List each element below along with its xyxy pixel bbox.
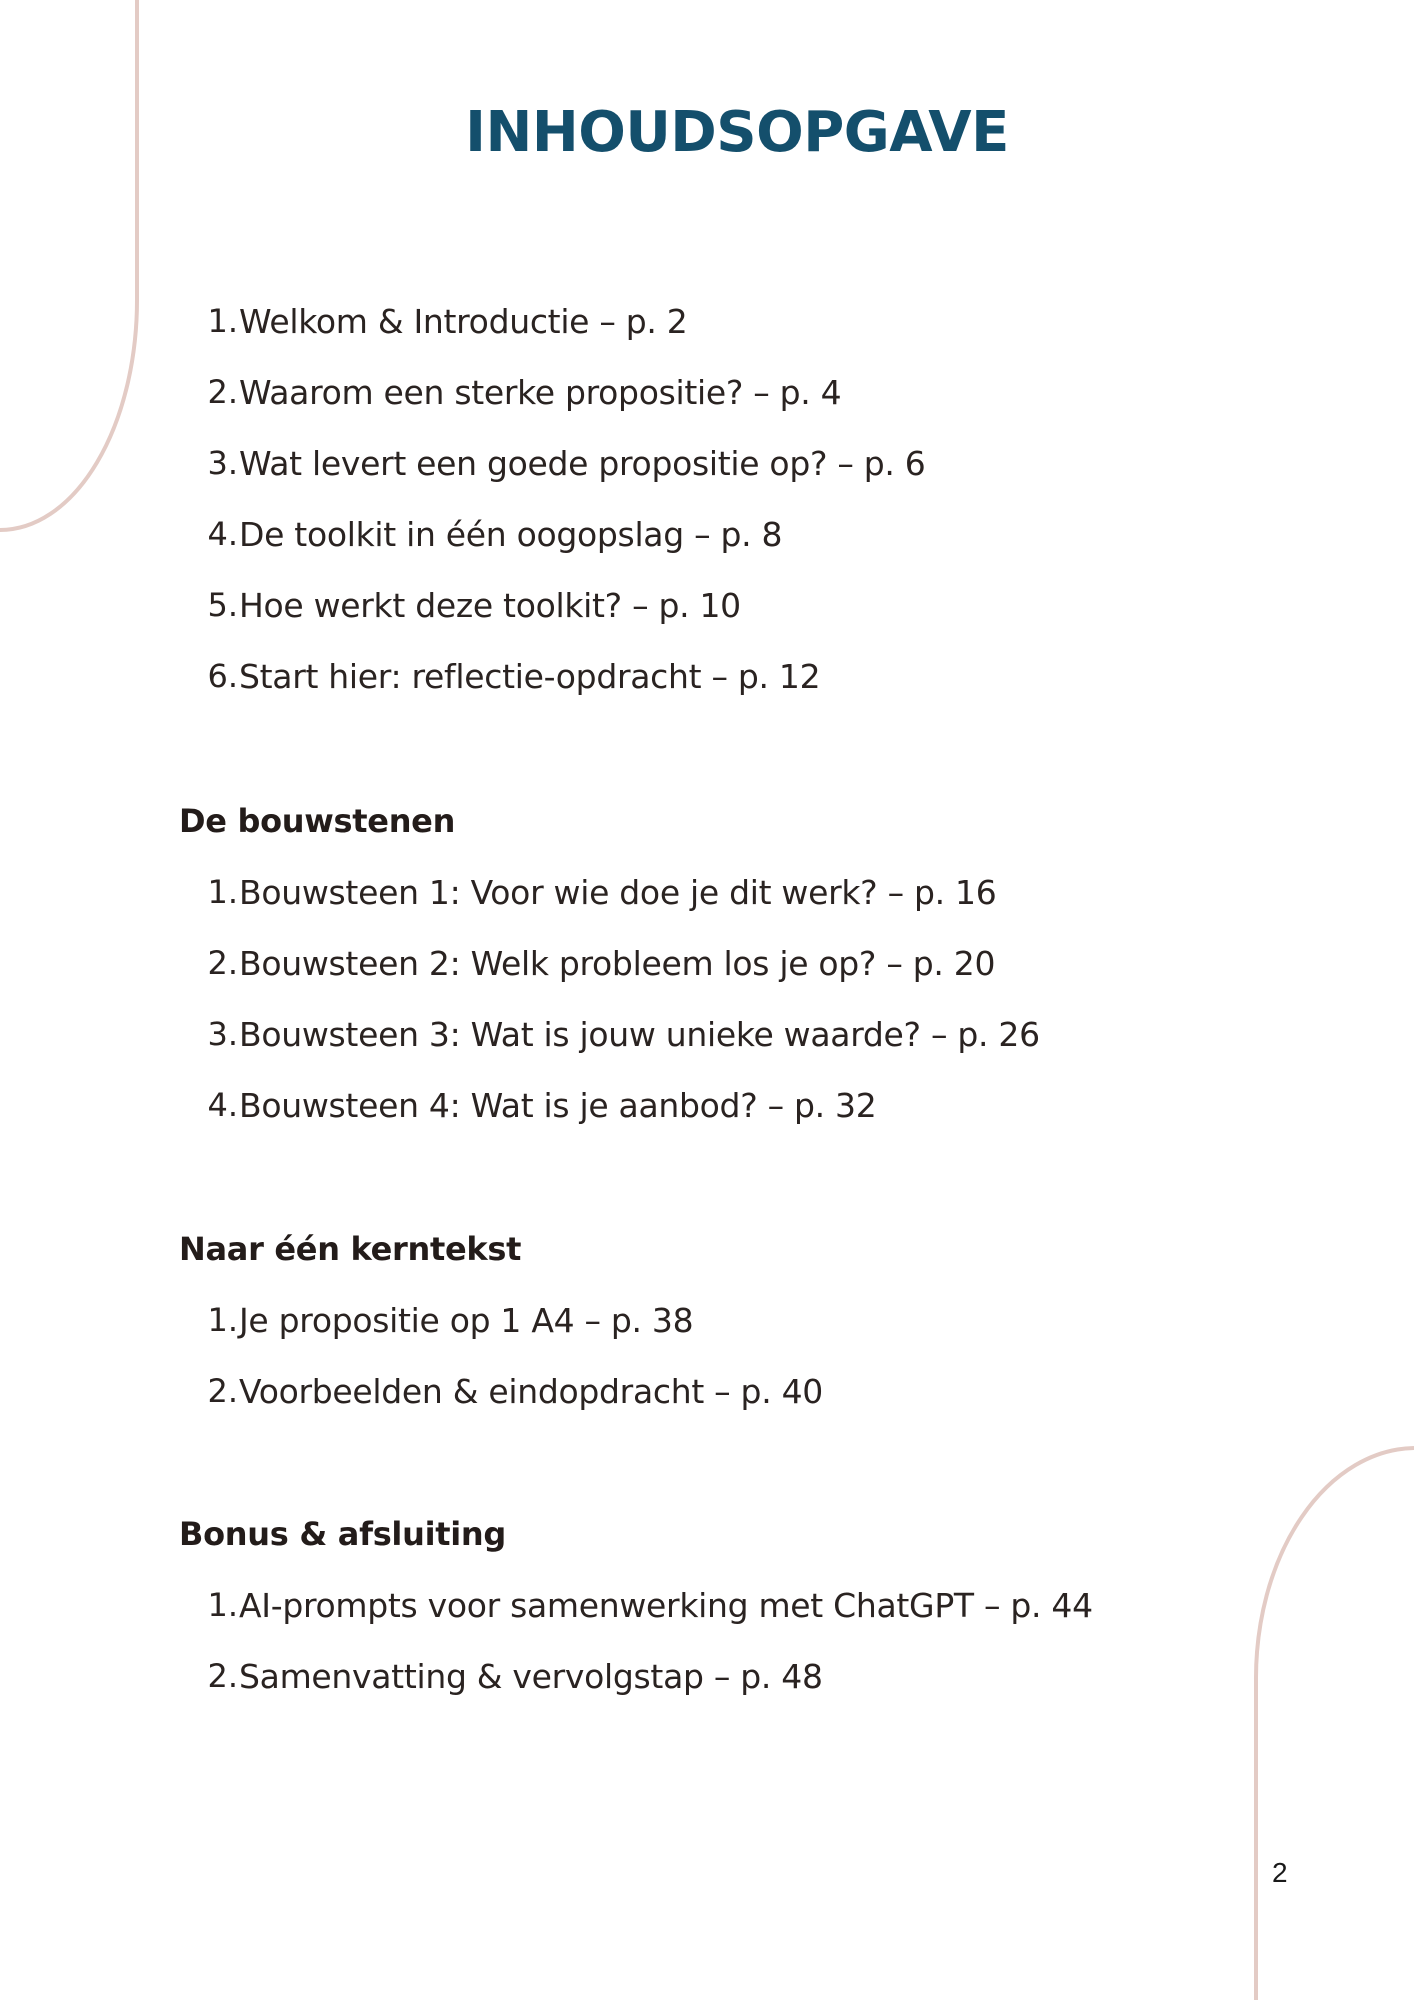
item-number: 3. xyxy=(207,444,238,482)
item-text: Samenvatting & vervolgstap – p. 48 xyxy=(239,1657,823,1696)
item-number: 2. xyxy=(207,1657,238,1695)
item-number: 2. xyxy=(207,373,238,411)
section-heading-bonus: Bonus & afsluiting xyxy=(179,1515,507,1553)
item-text: Voorbeelden & eindopdracht – p. 40 xyxy=(239,1372,823,1411)
item-text: Waarom een sterke propositie? – p. 4 xyxy=(239,373,842,412)
item-number: 2. xyxy=(207,1372,238,1410)
item-text: Hoe werkt deze toolkit? – p. 10 xyxy=(239,586,741,625)
item-text: Bouwsteen 1: Voor wie doe je dit werk? – p. 16 xyxy=(239,873,997,912)
item-number: 3. xyxy=(207,1015,238,1053)
item-number: 1. xyxy=(207,1586,238,1624)
item-text: AI-prompts voor samenwerking met ChatGPT – p. 44 xyxy=(239,1586,1093,1625)
section-heading-kerntekst: Naar één kerntekst xyxy=(179,1230,522,1268)
item-number: 1. xyxy=(207,1301,238,1339)
item-number: 2. xyxy=(207,944,238,982)
item-text: De toolkit in één oogopslag – p. 8 xyxy=(239,515,783,554)
top-left-arc xyxy=(0,0,137,530)
item-number: 1. xyxy=(207,302,238,340)
page-number: 2 xyxy=(1272,1857,1288,1888)
item-text: Start hier: reflectie-opdracht – p. 12 xyxy=(239,657,821,696)
item-number: 6. xyxy=(207,657,238,695)
item-number: 5. xyxy=(207,586,238,624)
section-heading-bouwstenen: De bouwstenen xyxy=(179,802,456,840)
item-number: 4. xyxy=(207,515,238,553)
page-title: INHOUDSOPGAVE xyxy=(465,100,1009,165)
item-text: Bouwsteen 4: Wat is je aanbod? – p. 32 xyxy=(239,1086,877,1125)
bottom-right-arc xyxy=(1256,1448,1414,2000)
item-text: Bouwsteen 2: Welk probleem los je op? – p. 20 xyxy=(239,944,996,983)
item-text: Je propositie op 1 A4 – p. 38 xyxy=(239,1301,694,1340)
item-text: Bouwsteen 3: Wat is jouw unieke waarde? – p. 26 xyxy=(239,1015,1040,1054)
item-number: 1. xyxy=(207,873,238,911)
item-text: Welkom & Introductie – p. 2 xyxy=(239,302,688,341)
item-number: 4. xyxy=(207,1086,238,1124)
item-text: Wat levert een goede propositie op? – p. 6 xyxy=(239,444,926,483)
